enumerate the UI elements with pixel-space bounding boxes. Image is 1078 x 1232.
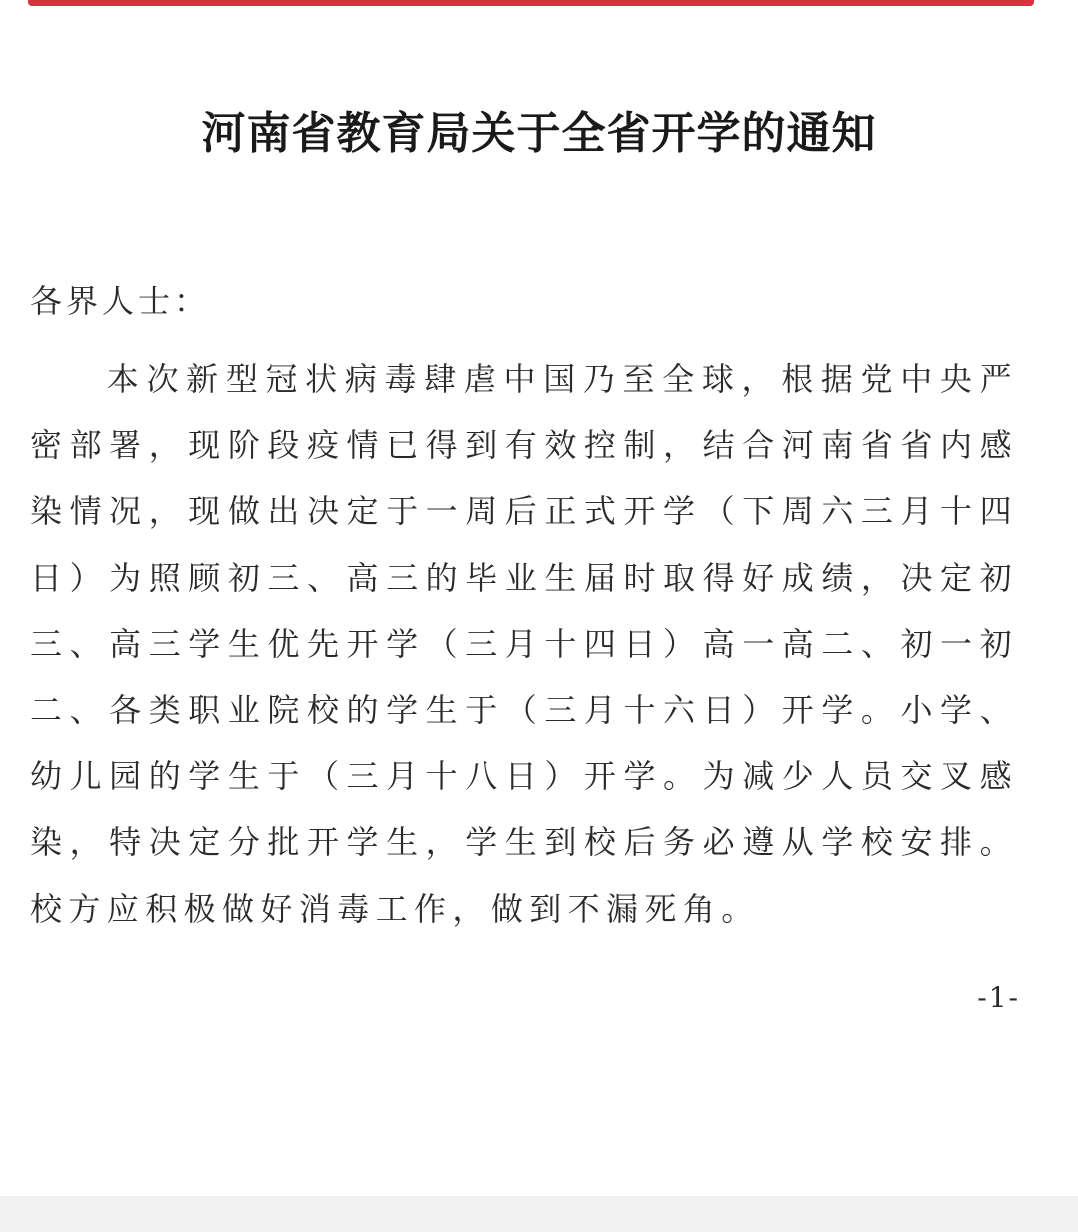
bottom-band xyxy=(0,1196,1078,1232)
top-red-bar xyxy=(28,0,1034,6)
salutation: 各界人士： xyxy=(30,282,211,320)
body-paragraph: 本次新型冠状病毒肆虐中国乃至全球，根据党中央严密部署，现阶段疫情已得到有效控制，结合河南省省内感染情况，现做出决定于一周后正式开学（下周六三月十四日）为照顾初三、高三的毕业生届时取得好成绩，决定初三、高三学生优先开学（三月十四日）高一高二、初一初二、各类职业院校的学生于（三月十六日）开学。小学、幼儿园的学生于（三月十八日）开学。为减少人员交叉感染，特决定分批开学生，学生到校后务必遵从学校安排。校方应积极做好消毒工作，做到不漏死角。 xyxy=(30,360,1018,928)
page-number: -1- xyxy=(977,981,1020,1014)
document-title: 河南省教育局关于全省开学的通知 xyxy=(201,108,877,159)
